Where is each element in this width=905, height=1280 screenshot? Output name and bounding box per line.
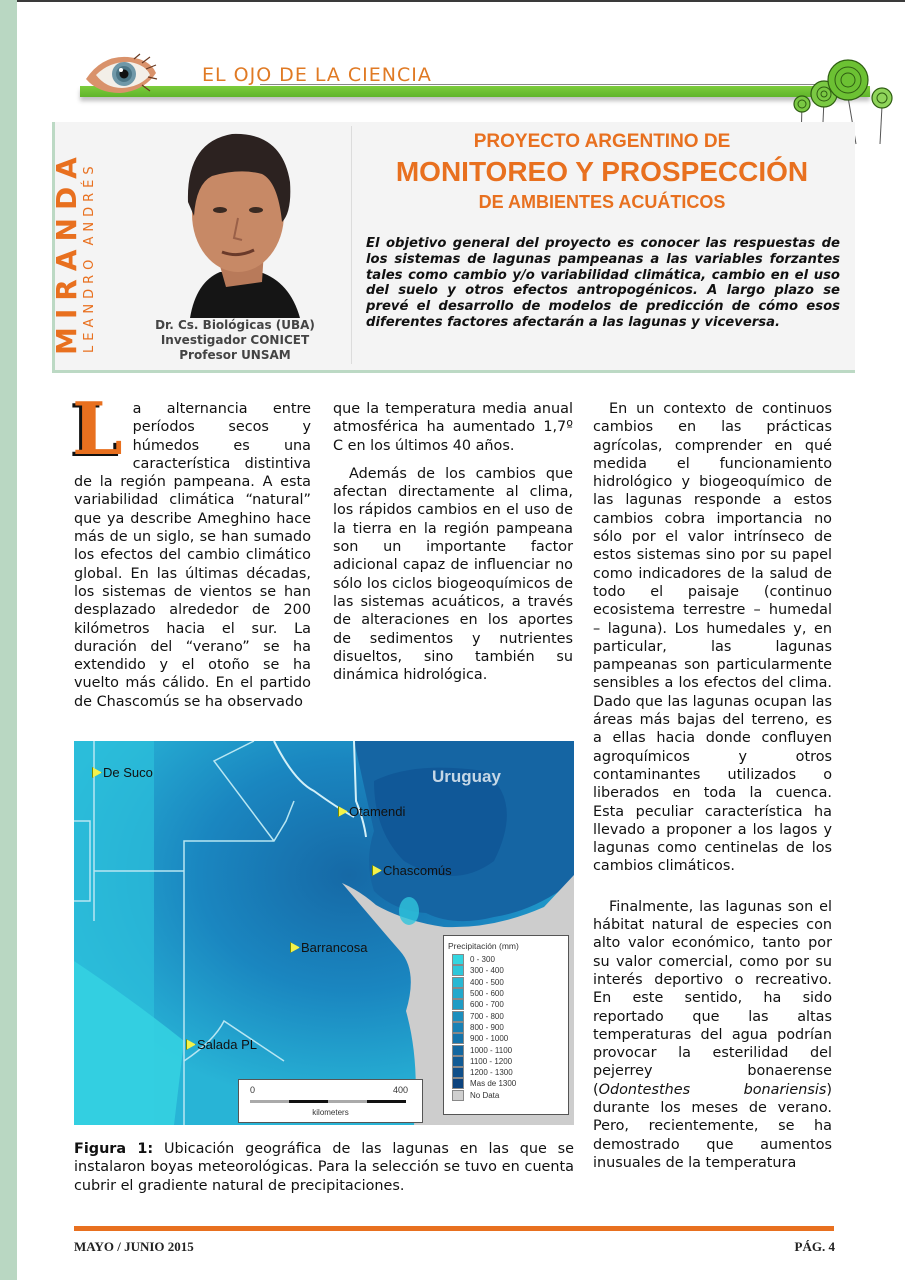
legend-swatch bbox=[452, 1090, 464, 1101]
legend-swatch bbox=[452, 1011, 464, 1022]
scale-end: 400 bbox=[392, 1085, 408, 1095]
top-border bbox=[0, 0, 905, 2]
legend-label: 300 - 400 bbox=[470, 966, 504, 976]
legend-label: 500 - 600 bbox=[470, 989, 504, 999]
author-photo-panel bbox=[122, 122, 348, 370]
legend-label: 700 - 800 bbox=[470, 1011, 504, 1021]
legend-item bbox=[444, 1010, 568, 1021]
legend-item bbox=[444, 988, 568, 999]
legend-swatch bbox=[452, 1045, 464, 1056]
project-title-line2: MONITOREO Y PROSPECCIÓN bbox=[395, 156, 809, 187]
profile-divider bbox=[351, 126, 352, 364]
article-paragraph: que la temperatura media anual atmosférica ha aumentado 1,7º C en los últimos 40 años. bbox=[333, 401, 573, 454]
map-site-marker: De Suco bbox=[92, 765, 153, 780]
credential-position: Investigador CONICET bbox=[160, 333, 310, 347]
project-abstract: El objetivo general del proyecto es conocer las respuestas de los sistemas de lagunas pampeanas a las variables forzantes tales como cambio y/o variabilidad climática, cambio en el uso del suelo y otros efectos antropogénicos. A largo plazo se prevé el desarrollo de modelos de predicción de cómo esos diferentes factores afectarán a las lagunas y viceversa. bbox=[366, 236, 840, 330]
legend-label: 600 - 700 bbox=[470, 1000, 504, 1010]
legend-label: No Data bbox=[470, 1090, 500, 1100]
legend-label: 900 - 1000 bbox=[470, 1034, 509, 1044]
legend-swatch bbox=[452, 977, 464, 988]
footer-page-number: PÁG. 4 bbox=[794, 1239, 835, 1254]
article-column-1 bbox=[72, 386, 311, 711]
flag-icon bbox=[372, 865, 382, 876]
article-paragraph bbox=[593, 898, 832, 1172]
scale-unit: kilometers bbox=[312, 1108, 349, 1117]
legend-item bbox=[444, 999, 568, 1010]
legend-swatch bbox=[452, 954, 464, 965]
legend-item bbox=[444, 1090, 568, 1101]
legend-item bbox=[444, 1033, 568, 1044]
legend-item bbox=[444, 1078, 568, 1089]
legend-swatch bbox=[452, 1067, 464, 1078]
map-site-marker: Barrancosa bbox=[290, 940, 367, 955]
paragraph-text: Finalmente, las lagunas son el hábitat natural de especies con alto valor económico, tanto por su valor comercial, como por su interés deportivo o recreativo. En este sentido, ha sido reportado que las altas temperaturas del agua podrían provocar la esterilidad del pejerrey bonaerense ( bbox=[593, 898, 832, 1098]
legend-swatch bbox=[452, 965, 464, 976]
article-paragraph bbox=[72, 386, 311, 711]
species-name: Odontesthes bonariensis bbox=[598, 1081, 827, 1098]
paragraph-gap bbox=[333, 455, 573, 465]
legend-item bbox=[444, 1022, 568, 1033]
legend-item bbox=[444, 1044, 568, 1055]
flag-icon bbox=[92, 767, 102, 778]
author-name-vertical bbox=[52, 149, 98, 355]
map-site-marker: Chascomús bbox=[372, 863, 452, 878]
footer-rule bbox=[74, 1226, 834, 1231]
map-site-marker: Salada PL bbox=[186, 1037, 257, 1052]
article-paragraph: Además de los cambios que afectan directamente al clima, los rápidos cambios en el uso de la tierra en la región pampeana son un importante factor adicional capaz de influenciar no sólo los ciclos biogeoquímicos de las sistemas acuáticos, a través de alteraciones en los aportes de sedimentos y nutrientes disueltos, sino también su dinámica hidrológica. bbox=[333, 465, 573, 684]
legend-swatch bbox=[452, 1056, 464, 1067]
legend-item bbox=[444, 954, 568, 965]
legend-label: 1200 - 1300 bbox=[470, 1068, 513, 1078]
legend-title: Precipitación (mm) bbox=[448, 941, 519, 951]
author-given-names: LEANDRO ANDRÉS bbox=[82, 161, 97, 353]
left-color-strip bbox=[0, 0, 17, 1280]
legend-label: 800 - 900 bbox=[470, 1022, 504, 1032]
figure-caption bbox=[74, 1140, 574, 1195]
project-title-line1: PROYECTO ARGENTINO DE bbox=[473, 131, 731, 152]
map-scale-bar bbox=[238, 1079, 423, 1123]
eye-icon bbox=[84, 53, 158, 95]
legend-item bbox=[444, 977, 568, 988]
footer-issue-date: MAYO / JUNIO 2015 bbox=[74, 1239, 194, 1254]
legend-swatch bbox=[452, 999, 464, 1010]
legend-swatch bbox=[452, 1022, 464, 1033]
paragraph-text: ) durante los meses de verano. Pero, recientemente, se ha demostrado que aumentos inusuales de la temperatura bbox=[593, 1081, 832, 1171]
scale-bar-graphic bbox=[250, 1100, 406, 1103]
legend-label: 400 - 500 bbox=[470, 977, 504, 987]
section-banner bbox=[80, 48, 860, 108]
scale-start: 0 bbox=[250, 1085, 256, 1095]
legend-swatch bbox=[452, 1033, 464, 1044]
banner-green-bar bbox=[80, 86, 870, 97]
article-paragraph: En un contexto de continuos cambios en las prácticas agrícolas, comprender en qué medida el funcionamiento hidrológico y biogeoquímico de las lagunas responde a estos cambios cobra importancia no sólo por el valor intrínseco de estos sistemas sino por su papel como indicadores de la salud de todo el paisaje (continuo ecosistema terrestre – humedal – laguna). Los humedales y, en particular, las lagunas pampeanas son particularmente sensibles a los efectos del clima. Dado que las lagunas ocupan las áreas más bajas del terreno, es a ellas hacia donde confluyen agroquímicos y otros contaminantes utilizados o liberados en toda la cuenca. Esta peculiar característica ha llevado a proponer a los lagos y lagunas como centinelas de los cambios climáticos. bbox=[593, 401, 832, 875]
section-title: EL OJO DE LA CIENCIA bbox=[202, 64, 432, 86]
flag-icon bbox=[186, 1039, 196, 1050]
article-column-3 bbox=[593, 400, 832, 1172]
precipitation-map bbox=[74, 741, 574, 1125]
legend-label: 0 - 300 bbox=[470, 955, 495, 965]
paragraph-gap bbox=[593, 876, 832, 898]
flag-icon bbox=[290, 942, 300, 953]
paragraph-text: a alternancia entre períodos secos y húmedos es una característica distintiva de la región pampeana. A esta variabilidad climática “natural” que ya describe Ameghino hace más de un siglo, se han sumado los efectos del cambio climático global. En las últimas décadas, los sistemas de vientos se han desplazado alrededor de 200 kilómetros hacia el sur. La duración del “verano” se ha extendido y el otoño se ha vuelto más cálido. En el partido de Chascomús se ha observado bbox=[74, 401, 311, 710]
credential-teaching: Profesor UNSAM bbox=[179, 348, 291, 362]
author-surname: MIRANDA bbox=[50, 149, 83, 355]
project-title bbox=[362, 130, 842, 214]
legend-rows bbox=[444, 954, 568, 1101]
caption-label: Figura 1: bbox=[74, 1141, 154, 1157]
author-credentials bbox=[122, 318, 348, 363]
legend-swatch bbox=[452, 988, 464, 999]
map-label-uruguay: Uruguay bbox=[432, 767, 501, 786]
flag-icon bbox=[338, 806, 348, 817]
caption-text: Ubicación geográfica de las lagunas en las que se instalaron boyas meteorológicas. Para la selección se tuvo en cuenta cubrir el gradiente natural de precipitaciones. bbox=[74, 1141, 574, 1194]
map-site-marker: Otamendi bbox=[338, 804, 405, 819]
legend-item bbox=[444, 1056, 568, 1067]
author-photo bbox=[150, 122, 310, 318]
map-legend bbox=[443, 935, 569, 1115]
credential-degree: Dr. Cs. Biológicas (UBA) bbox=[155, 318, 315, 332]
legend-item bbox=[444, 965, 568, 976]
legend-label: 1000 - 1100 bbox=[470, 1045, 513, 1055]
project-title-line3: DE AMBIENTES ACUÁTICOS bbox=[478, 192, 726, 212]
article-column-2 bbox=[333, 400, 573, 684]
legend-label: Mas de 1300 bbox=[470, 1079, 517, 1089]
legend-label: 1100 - 1200 bbox=[470, 1056, 513, 1066]
legend-swatch bbox=[452, 1078, 464, 1089]
drop-cap: L bbox=[72, 386, 123, 471]
legend-item bbox=[444, 1067, 568, 1078]
